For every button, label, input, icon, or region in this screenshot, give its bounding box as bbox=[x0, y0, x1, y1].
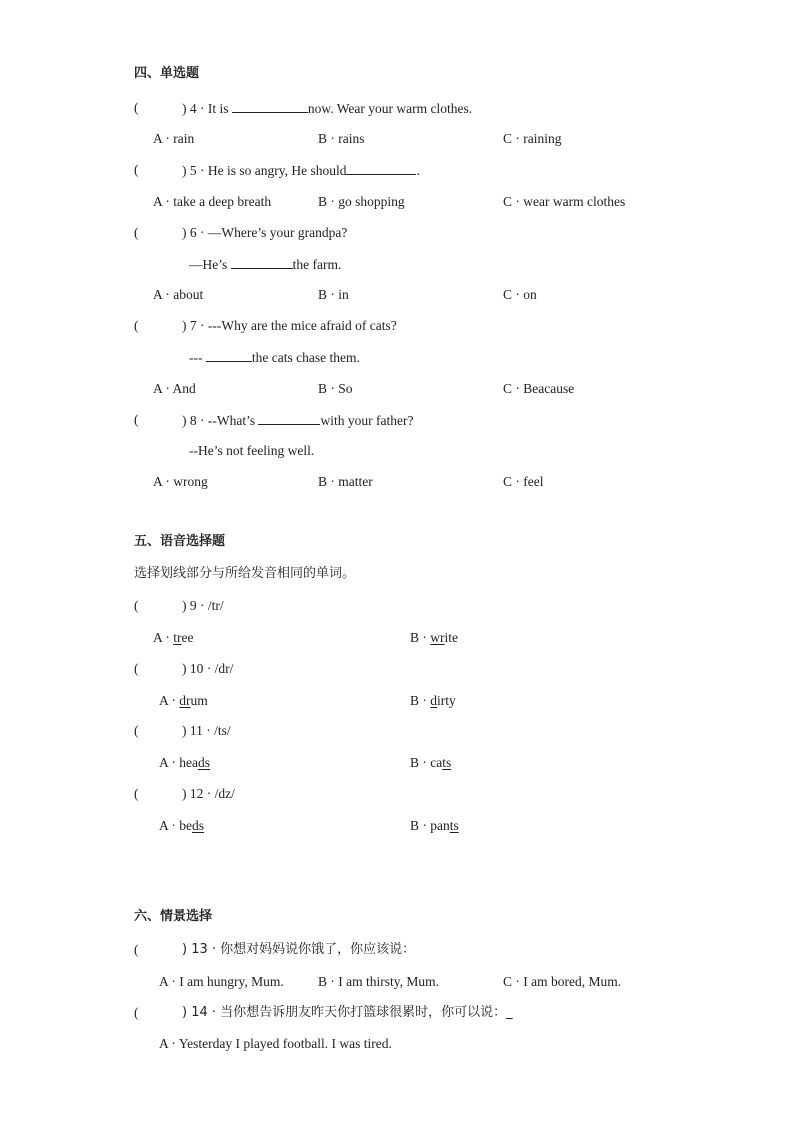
q4-blank bbox=[232, 100, 308, 113]
q6-option-b[interactable]: B · in bbox=[318, 287, 349, 302]
q5-paren: ( bbox=[134, 162, 139, 177]
q14-option-a[interactable]: A · Yesterday I played football. I was tired. bbox=[159, 1036, 392, 1051]
q7-blank bbox=[206, 349, 252, 362]
q8-option-b[interactable]: B · matter bbox=[318, 474, 373, 489]
q9-stem: ) 9 · /tr/ bbox=[182, 598, 224, 613]
q5-stem: ) 5 · He is so angry, He should . bbox=[182, 163, 420, 178]
q5-option-c[interactable]: C · wear warm clothes bbox=[503, 194, 626, 209]
q6-paren: ( bbox=[134, 225, 139, 240]
q6-stem: ) 6 · —Where’s your grandpa? bbox=[182, 225, 348, 240]
q12-stem: ) 12 · /dz/ bbox=[182, 786, 235, 801]
q11-stem: ) 11 · /ts/ bbox=[182, 723, 231, 738]
q11-paren: ( bbox=[134, 723, 139, 738]
q7-option-c[interactable]: C · Beacause bbox=[503, 381, 575, 396]
q4-option-b[interactable]: B · rains bbox=[318, 131, 365, 146]
section-5-title: 五、语音选择题 bbox=[134, 534, 226, 549]
q12-paren: ( bbox=[134, 786, 139, 801]
q6-option-c[interactable]: C · on bbox=[503, 287, 537, 302]
q14-paren: ( bbox=[134, 1005, 139, 1020]
q12-option-b[interactable]: B · pants bbox=[410, 818, 459, 833]
q13-option-b[interactable]: B · I am thirsty, Mum. bbox=[318, 974, 439, 989]
q10-stem: ) 10 · /dr/ bbox=[182, 661, 234, 676]
q10-option-a[interactable]: A · drum bbox=[159, 693, 208, 708]
q11-option-b[interactable]: B · cats bbox=[410, 755, 452, 770]
q5-blank bbox=[346, 162, 416, 175]
q4-option-a[interactable]: A · rain bbox=[153, 131, 195, 146]
q5-option-b[interactable]: B · go shopping bbox=[318, 194, 405, 209]
q13-option-c[interactable]: C · I am bored, Mum. bbox=[503, 974, 622, 989]
q12-option-a[interactable]: A · beds bbox=[159, 818, 205, 833]
q7-option-b[interactable]: B · So bbox=[318, 381, 353, 396]
q10-paren: ( bbox=[134, 661, 139, 676]
section-6-title: 六、情景选择 bbox=[134, 909, 213, 924]
q8-option-c[interactable]: C · feel bbox=[503, 474, 544, 489]
q6-option-a[interactable]: A · about bbox=[153, 287, 204, 302]
q7-paren: ( bbox=[134, 318, 139, 333]
q7-stem: ) 7 · ---Why are the mice afraid of cats? bbox=[182, 318, 397, 333]
q8-option-a[interactable]: A · wrong bbox=[153, 474, 208, 489]
q10-option-b[interactable]: B · dirty bbox=[410, 693, 456, 708]
q13-paren: ( bbox=[134, 942, 139, 957]
section-4-title: 四、单选题 bbox=[134, 66, 200, 81]
q6-line2: —He’s the farm. bbox=[189, 257, 342, 272]
q6-blank bbox=[231, 256, 293, 269]
q8-paren: ( bbox=[134, 412, 139, 427]
q4-stem: ) 4 · It is now. Wear your warm clothes. bbox=[182, 101, 473, 116]
q7-option-a[interactable]: A · And bbox=[153, 381, 196, 396]
q4-option-c[interactable]: C · raining bbox=[503, 131, 562, 146]
q14-stem: ) 14 · 当你想告诉朋友昨天你打篮球很累时，你可以说：_ bbox=[182, 1005, 513, 1020]
section-5-instruction: 选择划线部分与所给发音相同的单词。 bbox=[134, 566, 356, 581]
q4-paren: ( bbox=[134, 100, 139, 115]
q5-option-a[interactable]: A · take a deep breath bbox=[153, 194, 272, 209]
q8-stem: ) 8 · --What’s with your father? bbox=[182, 413, 414, 428]
q13-option-a[interactable]: A · I am hungry, Mum. bbox=[159, 974, 284, 989]
q8-line2: --He’s not feeling well. bbox=[189, 443, 315, 458]
q9-paren: ( bbox=[134, 598, 139, 613]
q9-option-b[interactable]: B · write bbox=[410, 630, 458, 645]
q9-option-a[interactable]: A · tree bbox=[153, 630, 194, 645]
q8-blank bbox=[258, 412, 320, 425]
q13-stem: ) 13 · 你想对妈妈说你饿了，你应该说： bbox=[182, 942, 416, 957]
q7-line2: --- the cats chase them. bbox=[189, 350, 360, 365]
q11-option-a[interactable]: A · heads bbox=[159, 755, 210, 770]
